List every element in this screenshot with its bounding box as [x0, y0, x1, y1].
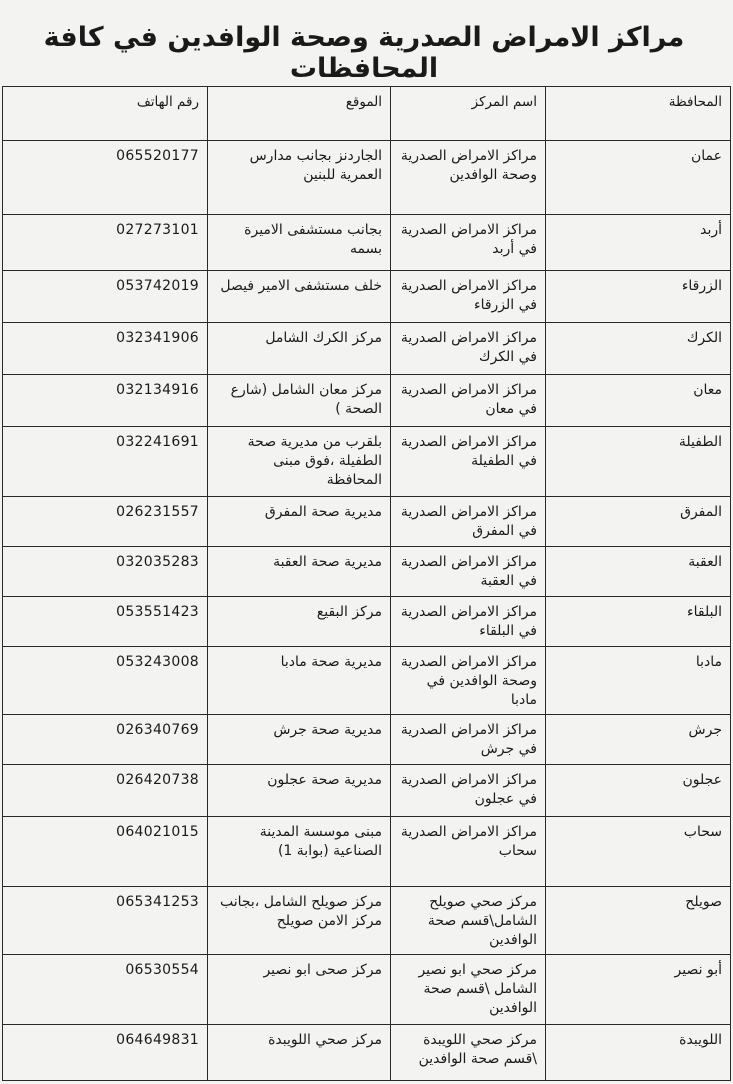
cell-location: مركز الكرك الشامل — [208, 323, 391, 375]
cell-center-name: مراكز الامراض الصدرية وصحة الوافدين — [391, 141, 546, 215]
table-row — [3, 597, 731, 647]
cell-phone: 027273101 — [3, 215, 208, 271]
cell-location: مركز صحي اللويبدة — [208, 1025, 391, 1081]
table-row — [3, 271, 731, 323]
cell-phone: 026420738 — [3, 765, 208, 817]
cell-phone: 032341906 — [3, 323, 208, 375]
cell-location: مبنى موسسة المدينة الصناعية (بوابة 1) — [208, 817, 391, 887]
cell-center-name: مركز صحي ابو نصير الشامل \قسم صحة الوافدين — [391, 955, 546, 1025]
cell-location: بجانب مستشفى الاميرة بسمه — [208, 215, 391, 271]
cell-center-name: مركز صحي اللويبدة \قسم صحة الوافدين — [391, 1025, 546, 1081]
table-row — [3, 547, 731, 597]
header-location: الموقع — [208, 87, 391, 141]
cell-phone: 06530554 — [3, 955, 208, 1025]
cell-governorate: أربد — [546, 215, 731, 271]
centers-table — [2, 86, 731, 1081]
cell-location: مركز البقيع — [208, 597, 391, 647]
table-row — [3, 817, 731, 887]
cell-governorate: البلقاء — [546, 597, 731, 647]
cell-governorate: الزرقاء — [546, 271, 731, 323]
cell-center-name: مراكز الامراض الصدرية في العقبة — [391, 547, 546, 597]
cell-center-name: مراكز الامراض الصدرية في الزرقاء — [391, 271, 546, 323]
cell-phone: 026231557 — [3, 497, 208, 547]
cell-location: الجاردنز بجانب مدارس العمرية للبنين — [208, 141, 391, 215]
table-header-row — [3, 87, 731, 141]
cell-center-name: مراكز الامراض الصدرية وصحة الوافدين في مادبا — [391, 647, 546, 715]
cell-center-name: مراكز الامراض الصدرية في عجلون — [391, 765, 546, 817]
cell-phone: 053742019 — [3, 271, 208, 323]
cell-governorate: سحاب — [546, 817, 731, 887]
cell-location: بلقرب من مديرية صحة الطفيلة ،فوق مبنى المحافظة — [208, 427, 391, 497]
cell-governorate: صويلح — [546, 887, 731, 955]
page-title: مراكز الامراض الصدرية وصحة الوافدين في كافة المحافظات — [43, 22, 685, 84]
cell-location: مركز صويلح الشامل ،بجانب مركز الامن صويلح — [208, 887, 391, 955]
cell-governorate: أبو نصير — [546, 955, 731, 1025]
cell-governorate: العقبة — [546, 547, 731, 597]
cell-governorate: اللويبدة — [546, 1025, 731, 1081]
header-governorate: المحافظة — [546, 87, 731, 141]
table-row — [3, 715, 731, 765]
cell-phone: 064021015 — [3, 817, 208, 887]
cell-governorate: معان — [546, 375, 731, 427]
table-row — [3, 141, 731, 215]
cell-phone: 053551423 — [3, 597, 208, 647]
cell-center-name: مراكز الامراض الصدرية في البلقاء — [391, 597, 546, 647]
table-row — [3, 647, 731, 715]
header-center: اسم المركز — [391, 87, 546, 141]
cell-center-name: مركز صحي صويلح الشامل\قسم صحة الوافدين — [391, 887, 546, 955]
table-row — [3, 765, 731, 817]
cell-center-name: مراكز الامراض الصدرية في أربد — [391, 215, 546, 271]
cell-phone: 032134916 — [3, 375, 208, 427]
cell-phone: 065520177 — [3, 141, 208, 215]
table-row — [3, 215, 731, 271]
cell-center-name: مراكز الامراض الصدرية في جرش — [391, 715, 546, 765]
cell-location: مركز معان الشامل (شارع الصحة ) — [208, 375, 391, 427]
table-row — [3, 497, 731, 547]
table-row — [3, 375, 731, 427]
table-body — [3, 141, 731, 1081]
cell-governorate: جرش — [546, 715, 731, 765]
cell-center-name: مراكز الامراض الصدرية في المفرق — [391, 497, 546, 547]
cell-governorate: الكرك — [546, 323, 731, 375]
table-row — [3, 1025, 731, 1081]
cell-location: مركز صحى ابو نصير — [208, 955, 391, 1025]
table-row — [3, 427, 731, 497]
cell-center-name: مراكز الامراض الصدرية سحاب — [391, 817, 546, 887]
cell-center-name: مراكز الامراض الصدرية في معان — [391, 375, 546, 427]
cell-location: مديرية صحة مادبا — [208, 647, 391, 715]
table-row — [3, 955, 731, 1025]
cell-phone: 053243008 — [3, 647, 208, 715]
cell-phone: 065341253 — [3, 887, 208, 955]
cell-phone: 032035283 — [3, 547, 208, 597]
cell-governorate: الطفيلة — [546, 427, 731, 497]
cell-location: مديرية صحة العقبة — [208, 547, 391, 597]
cell-center-name: مراكز الامراض الصدرية في الطفيلة — [391, 427, 546, 497]
cell-center-name: مراكز الامراض الصدرية في الكرك — [391, 323, 546, 375]
cell-location: مديرية صحة عجلون — [208, 765, 391, 817]
cell-phone: 032241691 — [3, 427, 208, 497]
cell-phone: 064649831 — [3, 1025, 208, 1081]
cell-phone: 026340769 — [3, 715, 208, 765]
cell-governorate: مادبا — [546, 647, 731, 715]
cell-location: خلف مستشفى الامير فيصل — [208, 271, 391, 323]
cell-location: مديرية صحة المفرق — [208, 497, 391, 547]
cell-governorate: عجلون — [546, 765, 731, 817]
table-row — [3, 887, 731, 955]
cell-location: مديرية صحة جرش — [208, 715, 391, 765]
table-row — [3, 323, 731, 375]
cell-governorate: عمان — [546, 141, 731, 215]
cell-governorate: المفرق — [546, 497, 731, 547]
header-phone: رقم الهاتف — [3, 87, 208, 141]
